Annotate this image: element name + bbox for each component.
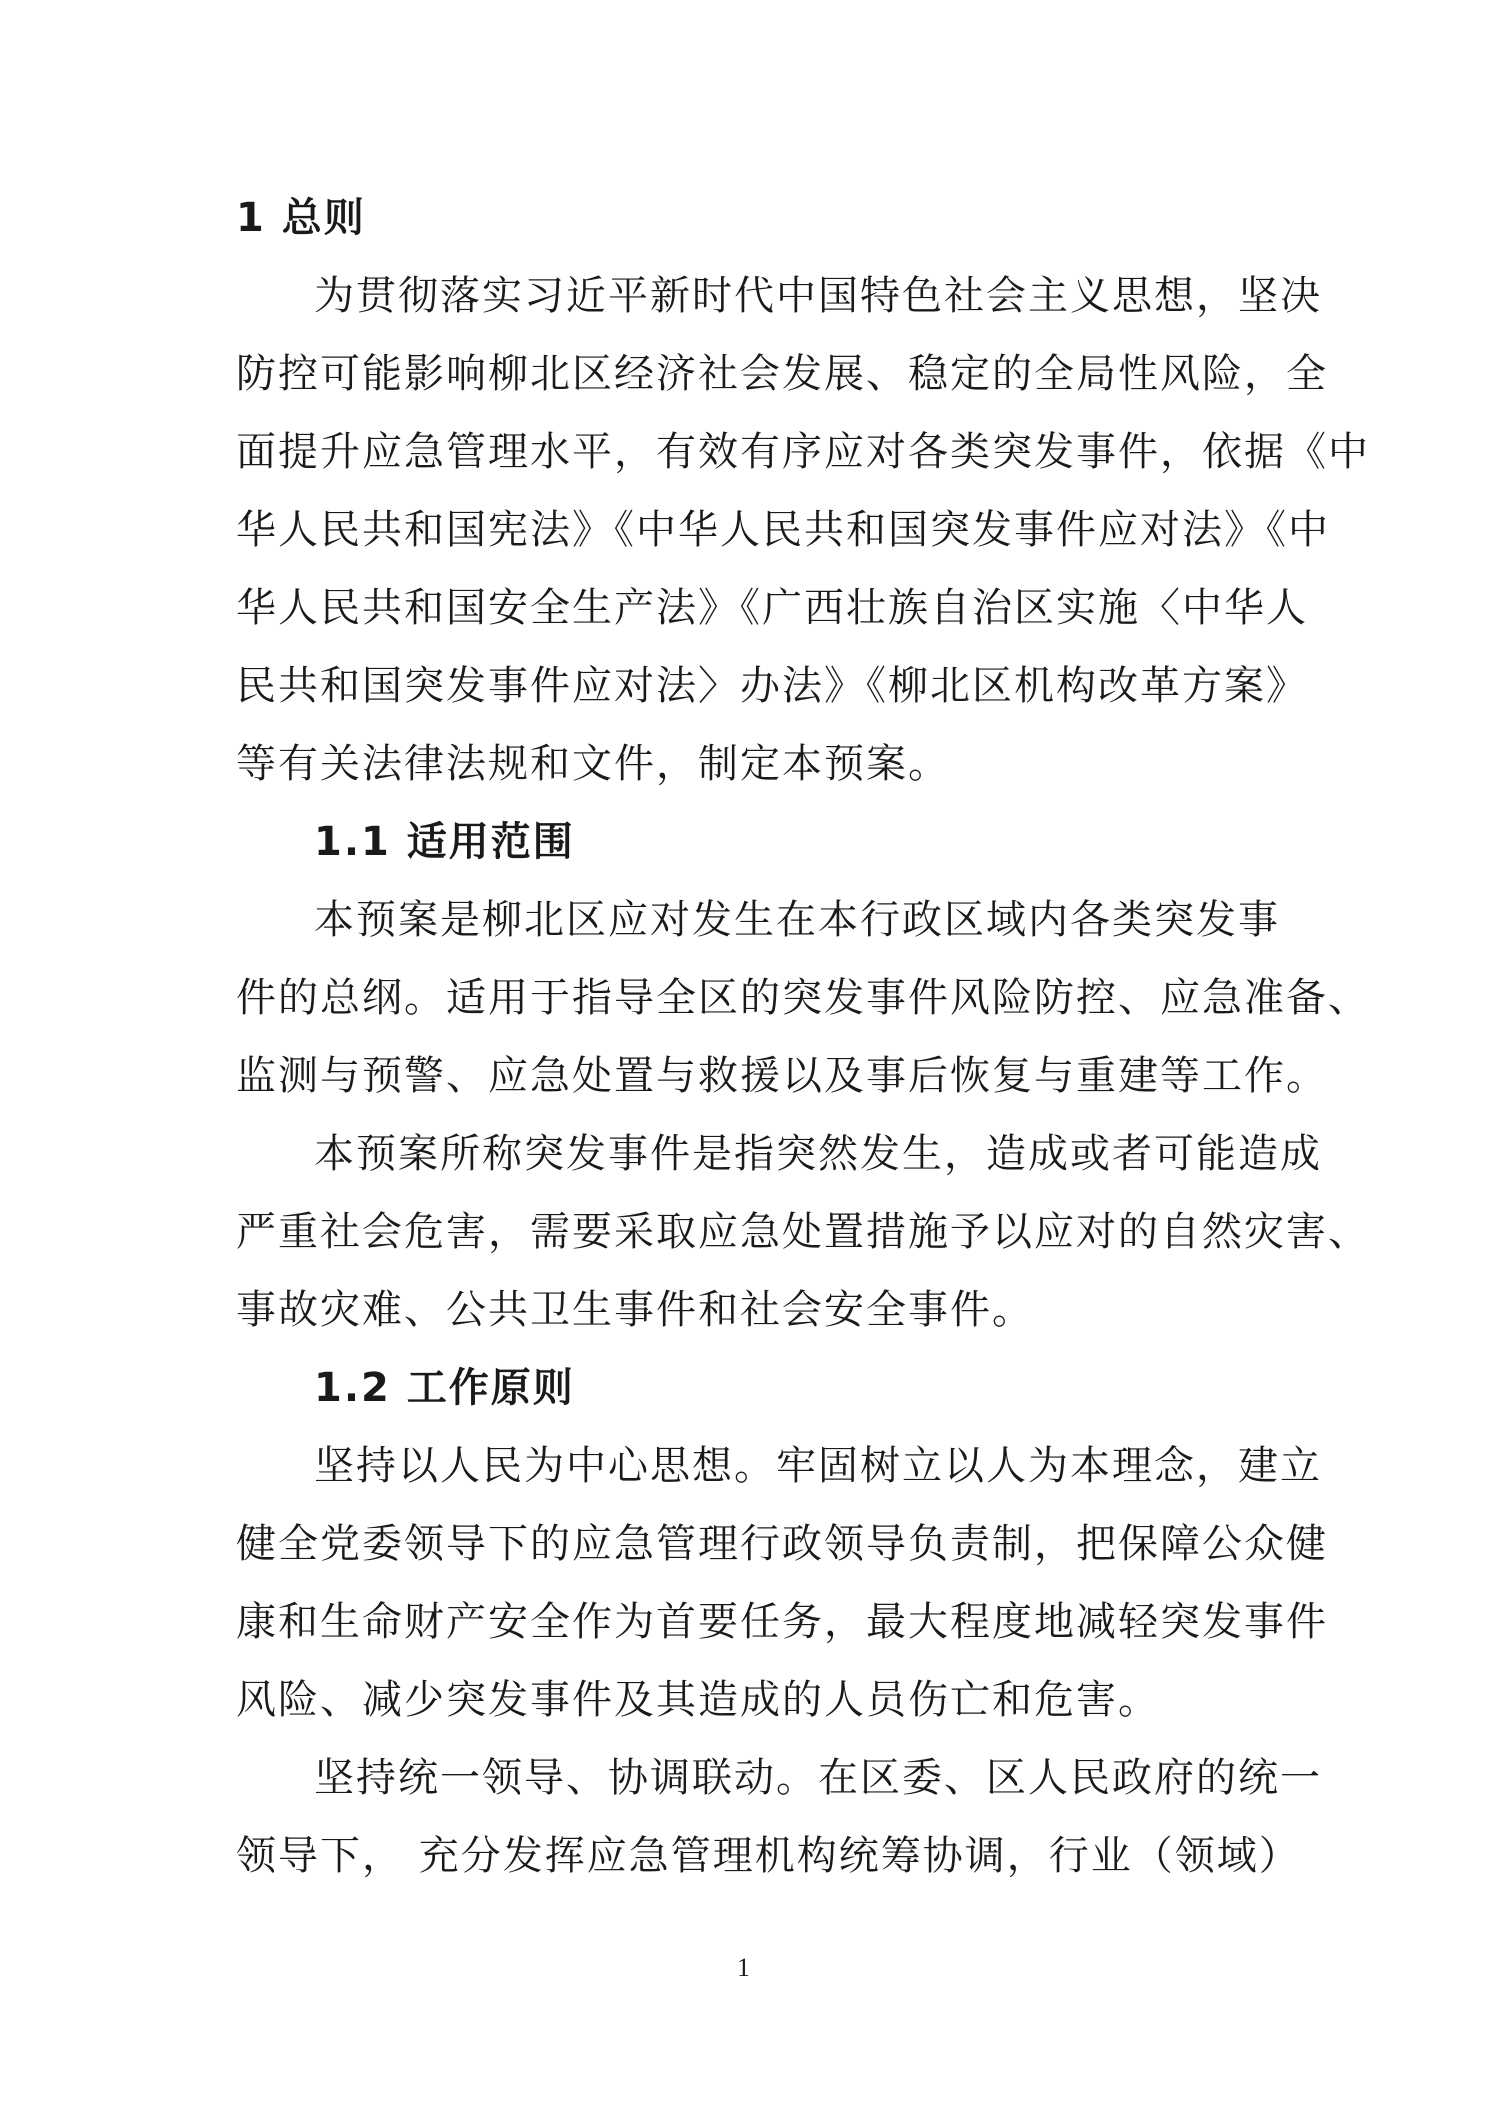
paragraph-line: 风险、减少突发事件及其造成的人员伤亡和危害。 <box>236 1677 1160 1723</box>
paragraph-line: 健全党委领导下的应急管理行政领导负责制，把保障公众健 <box>236 1521 1328 1567</box>
paragraph-line: 事故灾难、公共卫生事件和社会安全事件。 <box>236 1287 1034 1333</box>
page-number: 1 <box>737 1953 750 1982</box>
paragraph-line: 坚持以人民为中心思想。牢固树立以人为本理念，建立 <box>314 1443 1322 1489</box>
paragraph-line: 华人民共和国宪法》《中华人民共和国突发事件应对法》《中 <box>236 507 1330 553</box>
paragraph-line: 领导下， 充分发挥应急管理机构统筹协调，行业（领域） <box>236 1833 1301 1879</box>
paragraph-line: 防控可能影响柳北区经济社会发展、稳定的全局性风险，全 <box>236 351 1328 397</box>
paragraph-line: 华人民共和国安全生产法》《广西壮族自治区实施〈中华人 <box>236 585 1308 631</box>
section-heading-general: 1 总则 <box>236 195 366 241</box>
paragraph-line: 民共和国突发事件应对法〉办法》《柳北区机构改革方案》 <box>236 663 1308 709</box>
section-heading-principles: 1.2 工作原则 <box>314 1365 575 1411</box>
paragraph-line: 监测与预警、应急处置与救援以及事后恢复与重建等工作。 <box>236 1053 1328 1099</box>
paragraph-line: 本预案是柳北区应对发生在本行政区域内各类突发事 <box>314 897 1280 943</box>
paragraph-line: 面提升应急管理水平，有效有序应对各类突发事件，依据《中 <box>236 429 1370 475</box>
paragraph-line: 康和生命财产安全作为首要任务，最大程度地减轻突发事件 <box>236 1599 1328 1645</box>
paragraph-line: 等有关法律法规和文件，制定本预案。 <box>236 741 950 787</box>
paragraph-line: 本预案所称突发事件是指突然发生，造成或者可能造成 <box>314 1131 1322 1177</box>
paragraph-line: 件的总纲。适用于指导全区的突发事件风险防控、应急准备、 <box>236 975 1370 1021</box>
paragraph-line: 坚持统一领导、协调联动。在区委、区人民政府的统一 <box>314 1755 1322 1801</box>
paragraph-line: 严重社会危害，需要采取应急处置措施予以应对的自然灾害、 <box>236 1209 1370 1255</box>
paragraph-line: 为贯彻落实习近平新时代中国特色社会主义思想，坚决 <box>314 273 1322 319</box>
section-heading-scope: 1.1 适用范围 <box>314 819 575 865</box>
